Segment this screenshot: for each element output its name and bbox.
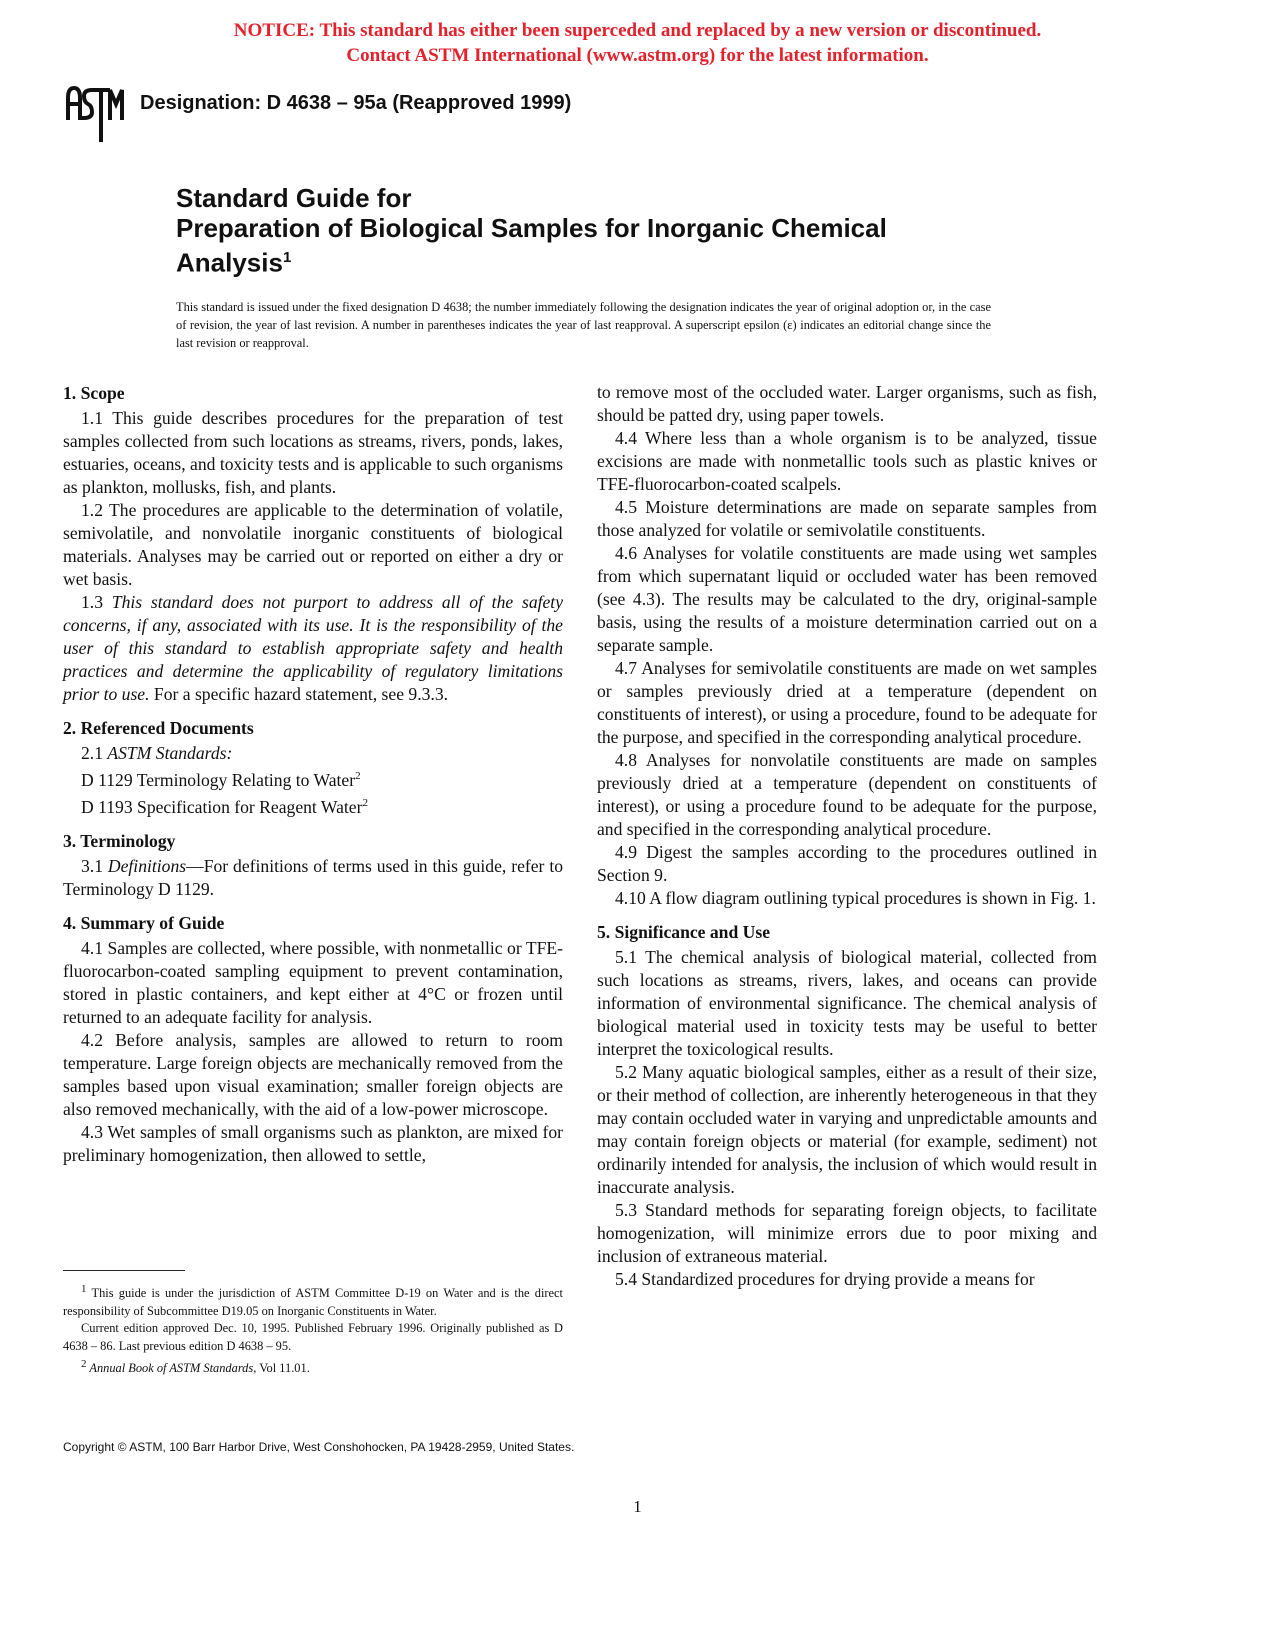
reference-footnote-mark: 2 xyxy=(355,770,361,782)
section-heading-terminology: 3. Terminology xyxy=(63,830,176,851)
paragraph-1-3-number: 1.3 xyxy=(81,592,112,612)
title-footnote-mark: 1 xyxy=(282,249,292,266)
left-column xyxy=(63,381,563,1167)
title-line-3: Analysis xyxy=(176,247,283,278)
reference-item xyxy=(63,792,563,819)
paragraph-5-1: 5.1 The chemical analysis of biological material, collected from such locations as streams, rivers, lakes, and oceans can provide information of environmental significance. The chemical analysis of biological material used in toxicity tests may be useful to better interpret the toxicological results. xyxy=(597,947,1097,1059)
footnote-2 xyxy=(63,1356,563,1378)
footnotes xyxy=(63,1281,563,1377)
paragraph-4-6: 4.6 Analyses for volatile constituents are made using wet samples from which supernatant liquid or occluded water has been removed (see 4.3). The results may be calculated to the dry, original-sample basis, using the results of a moisture determination carried out on a separate sample. xyxy=(597,543,1097,655)
section-heading-significance: 5. Significance and Use xyxy=(597,922,771,942)
paragraph-3-1 xyxy=(63,855,563,901)
reference-footnote-mark: 2 xyxy=(362,796,368,809)
notice-line-2: Contact ASTM International (www.astm.org) for the latest information. xyxy=(346,45,929,66)
section-heading-referenced-documents: 2. Referenced Documents xyxy=(63,718,254,738)
paragraph-4-4: 4.4 Where less than a whole organism is to be analyzed, tissue excisions are made with nonmetallic tools such as plastic knives or TFE-fluorocarbon-coated scalpels. xyxy=(597,428,1097,494)
paragraph-4-3-continued: to remove most of the occluded water. Larger organisms, such as fish, should be patted dry, using paper towels. xyxy=(597,382,1097,425)
footnote-1-text: This guide is under the jurisdiction of ASTM Committee D-19 on Water and is the direct responsibility of Subcommittee D19.05 on Inorganic Constituents in Water. xyxy=(63,1286,563,1318)
title-line-2: Preparation of Biological Samples for Inorganic Chemical xyxy=(176,213,887,243)
paragraph-4-10: 4.10 A flow diagram outlining typical procedures is shown in Fig. 1. xyxy=(615,888,1096,908)
footnote-1 xyxy=(63,1281,563,1320)
reference-d1129: D 1129 Terminology Relating to Water xyxy=(81,769,356,790)
document-title xyxy=(176,183,887,278)
issued-note: This standard is issued under the fixed designation D 4638; the number immediately following the designation indicates the year of original adoption or, in the case of revision, the year of last revision. A number in parentheses indicates the year of last reapproval. A superscript epsilon (ε) indicates an editorial change since the last revision or reapproval. xyxy=(176,300,991,350)
paragraph-2-1 xyxy=(63,742,563,765)
footnote-1-edition: Current edition approved Dec. 10, 1995. Published February 1996. Originally published as D 4638 – 86. Last previous edition D 4638 – 95. xyxy=(63,1321,563,1353)
paragraph-4-9: 4.9 Digest the samples according to the procedures outlined in Section 9. xyxy=(597,842,1097,885)
paragraph-4-1: 4.1 Samples are collected, where possible, with nonmetallic or TFE-fluorocarbon-coated sampling equipment to prevent contamination, stored in plastic containers, and kept either at 4°C or frozen until returned to an adequate facility for analysis. xyxy=(63,937,563,1027)
footnote-1-mark: 1 xyxy=(81,1283,87,1295)
safety-statement: This standard does not purport to address all of the safety concerns, if any, associated with its use. It is the responsibility of the user of this standard to establish appropriate safety and health practices and determine the applicability of regulatory limitations prior to use. xyxy=(63,592,564,704)
paragraph-4-3: 4.3 Wet samples of small organisms such as plankton, are mixed for preliminary homogenization, then allowed to settle, xyxy=(63,1121,563,1165)
section-heading-summary: 4. Summary of Guide xyxy=(63,912,225,933)
paragraph-3-1-number: 3.1 xyxy=(81,855,108,876)
paragraph-4-5: 4.5 Moisture determinations are made on separate samples from those analyzed for volatile or semivolatile constituents. xyxy=(597,497,1097,540)
notice-line-1: NOTICE: This standard has either been superceded and replaced by a new version or discontinued. xyxy=(233,20,1042,41)
designation: Designation: D 4638 – 95a (Reapproved 1999) xyxy=(140,92,572,114)
reference-item xyxy=(63,765,563,792)
section-heading-scope: 1. Scope xyxy=(63,383,125,403)
definitions-label: Definitions xyxy=(107,855,187,876)
footnote-2-book-title: Annual Book of ASTM Standards xyxy=(86,1360,254,1375)
paragraph-4-8: 4.8 Analyses for nonvolatile constituents are made on samples previously dried at a temperature (dependent on constituents of interest), or using a procedure found to be adequate for the purpose, and specified in the corresponding analytical procedure. xyxy=(597,750,1097,839)
title-line-1: Standard Guide for xyxy=(176,183,412,213)
paragraph-3-1-rest: —For definitions of terms used in this guide, refer to Terminology D 1129. xyxy=(63,855,564,899)
paragraph-5-4: 5.4 Standardized procedures for drying provide a means for xyxy=(615,1269,1035,1289)
paragraph-1-3 xyxy=(63,591,563,706)
paragraph-4-7: 4.7 Analyses for semivolatile constituents are made on wet samples or samples previously dried at a temperature (dependent on constituents of interest), or using a procedure, found to be adequate for the purpose, and specified in the corresponding analytical procedure. xyxy=(597,658,1097,747)
astm-standards-label: ASTM Standards: xyxy=(107,743,233,763)
copyright-notice: Copyright © ASTM, 100 Barr Harbor Drive, West Conshohocken, PA 19428-2959, United States. xyxy=(63,1440,575,1454)
footnote-2-rest: , Vol 11.01. xyxy=(253,1360,310,1375)
paragraph-1-1: 1.1 This guide describes procedures for the preparation of test samples collected from such locations as streams, rivers, ponds, lakes, estuaries, oceans, and toxicity tests and is applicable to such organisms as plankton, mollusks, fish, and plants. xyxy=(63,408,564,497)
reference-d1193: D 1193 Specification for Reagent Water xyxy=(81,796,363,817)
footnote-2-mark: 2 xyxy=(81,1357,87,1370)
paragraph-5-2: 5.2 Many aquatic biological samples, either as a result of their size, or their method of collection, are inherently heterogeneous in that they may contain occluded water in varying and unpredictable amounts and may contain foreign objects or material (for example, sediment) not ordinarily intended for analysis, the inclusion of which would result in inaccurate analysis. xyxy=(597,1062,1097,1197)
paragraph-1-3-rest: For a specific hazard statement, see 9.3.3. xyxy=(149,684,449,704)
paragraph-2-1-number: 2.1 xyxy=(81,743,108,763)
paragraph-5-3: 5.3 Standard methods for separating foreign objects, to facilitate homogenization, will minimize errors due to poor mixing and inclusion of extraneous material. xyxy=(597,1200,1097,1266)
paragraph-4-2: 4.2 Before analysis, samples are allowed to return to room temperature. Large foreign objects are mechanically removed from the samples based upon visual examination; smaller foreign objects are also removed mechanically, with the aid of a low-power microscope. xyxy=(63,1029,563,1119)
paragraph-1-2: 1.2 The procedures are applicable to the determination of volatile, semivolatile, and nonvolatile inorganic constituents of biological materials. Analyses may be carried out or reported on either a dry or wet basis. xyxy=(63,500,563,589)
right-column xyxy=(597,381,1097,1291)
astm-logo-icon xyxy=(64,84,126,144)
footnote-divider xyxy=(63,1270,185,1271)
page-number: 1 xyxy=(633,1497,642,1516)
notice-banner xyxy=(0,18,1275,68)
